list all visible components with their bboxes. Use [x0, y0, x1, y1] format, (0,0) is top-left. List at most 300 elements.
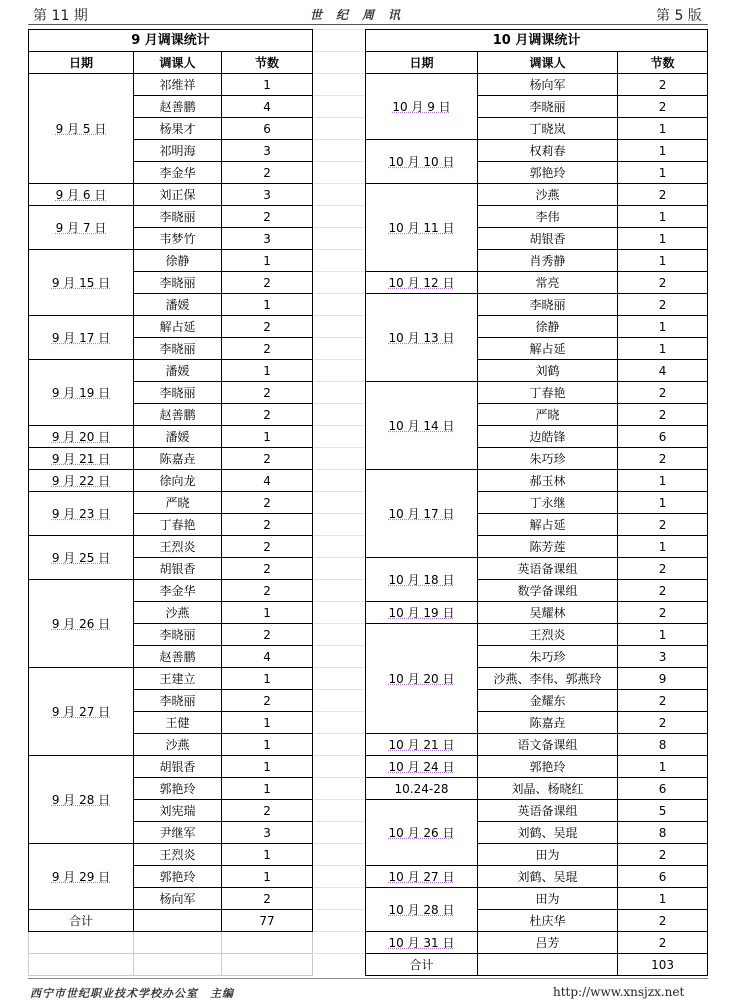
- person-cell: 杨向军: [478, 74, 618, 96]
- person-cell: 沙燕: [478, 184, 618, 206]
- date-text: 10 月 11 日: [388, 220, 455, 235]
- date-cell: [29, 448, 134, 470]
- date-cell: [366, 932, 478, 954]
- grid-line: [314, 425, 364, 426]
- date-cell: [366, 866, 478, 888]
- count-cell: 1: [222, 866, 313, 888]
- person-cell: 金耀东: [478, 690, 618, 712]
- person-cell: 郝玉林: [478, 470, 618, 492]
- blank-cell: [222, 954, 313, 976]
- blank-row: [29, 954, 313, 976]
- total-row: [366, 954, 708, 976]
- table-row: [29, 756, 313, 778]
- date-cell: [29, 206, 134, 250]
- table-row: [29, 426, 313, 448]
- person-cell: 胡银香: [134, 756, 222, 778]
- total-label: 合计: [366, 954, 478, 976]
- date-text: 10 月 14 日: [388, 418, 455, 433]
- date-text: 9 月 23 日: [51, 506, 111, 521]
- grid-line: [314, 161, 364, 162]
- table-row: [366, 140, 708, 162]
- grid-line: [314, 337, 364, 338]
- date-text: 10 月 12 日: [388, 275, 455, 290]
- person-cell: 李晓丽: [134, 338, 222, 360]
- count-cell: 2: [618, 602, 708, 624]
- person-cell: 刘鹤、吴琨: [478, 866, 618, 888]
- person-cell: 韦梦竹: [134, 228, 222, 250]
- date-text: 9 月 17 日: [51, 330, 111, 345]
- count-cell: 2: [222, 206, 313, 228]
- table-row: [366, 470, 708, 492]
- date-cell: [29, 492, 134, 536]
- grid-line: [314, 579, 364, 580]
- date-text: 10 月 13 日: [388, 330, 455, 345]
- person-cell: 刘鹤、吴琨: [478, 822, 618, 844]
- date-text: 10 月 18 日: [388, 572, 455, 587]
- count-cell: 2: [222, 316, 313, 338]
- person-cell: 丁晓岚: [478, 118, 618, 140]
- count-cell: 3: [222, 822, 313, 844]
- count-cell: 4: [222, 646, 313, 668]
- count-cell: 2: [222, 382, 313, 404]
- count-cell: 1: [222, 712, 313, 734]
- count-cell: 5: [618, 800, 708, 822]
- date-cell: [366, 558, 478, 602]
- date-text: 10 月 20 日: [388, 671, 455, 686]
- count-cell: 2: [222, 492, 313, 514]
- count-cell: 8: [618, 734, 708, 756]
- date-text: 9 月 20 日: [51, 429, 111, 444]
- count-cell: 2: [618, 272, 708, 294]
- person-cell: 徐静: [478, 316, 618, 338]
- count-cell: 3: [222, 140, 313, 162]
- table-row: [29, 470, 313, 492]
- table-row: [366, 800, 708, 822]
- count-cell: 1: [618, 536, 708, 558]
- table-row: [366, 184, 708, 206]
- grid-line: [314, 51, 364, 52]
- grid-line: [314, 755, 364, 756]
- date-cell: [366, 800, 478, 866]
- grid-line: [314, 271, 364, 272]
- person-cell: 刘宪瑞: [134, 800, 222, 822]
- person-cell: 解占延: [134, 316, 222, 338]
- person-cell: 数学备课组: [478, 580, 618, 602]
- blank-cell: [134, 954, 222, 976]
- count-cell: 3: [618, 646, 708, 668]
- table-row: [366, 624, 708, 646]
- date-text: 10 月 9 日: [392, 99, 451, 114]
- date-cell: [29, 74, 134, 184]
- person-cell: 尹继军: [134, 822, 222, 844]
- person-cell: 李晓丽: [134, 206, 222, 228]
- person-cell: 徐向龙: [134, 470, 222, 492]
- grid-line: [314, 139, 364, 140]
- person-cell: 李晓丽: [478, 96, 618, 118]
- grid-line: [314, 73, 364, 74]
- person-cell: 田为: [478, 844, 618, 866]
- person-cell: 王建立: [134, 668, 222, 690]
- grid-line: [314, 249, 364, 250]
- table-row: [366, 294, 708, 316]
- column-header: 节数: [222, 52, 313, 74]
- date-cell: 10.24-28: [366, 778, 478, 800]
- table-row: [366, 866, 708, 888]
- count-cell: 2: [618, 712, 708, 734]
- date-cell: [366, 294, 478, 382]
- grid-line: [314, 909, 364, 910]
- count-cell: 2: [618, 404, 708, 426]
- table-row: [29, 668, 313, 690]
- person-cell: 杜庆华: [478, 910, 618, 932]
- date-text: 10 月 10 日: [388, 154, 455, 169]
- column-header: 日期: [366, 52, 478, 74]
- person-cell: 解占延: [478, 514, 618, 536]
- date-text: 9 月 6 日: [55, 187, 107, 202]
- date-text: 10 月 17 日: [388, 506, 455, 521]
- grid-line: [314, 799, 364, 800]
- count-cell: 1: [222, 734, 313, 756]
- date-cell: [29, 668, 134, 756]
- count-cell: 2: [222, 272, 313, 294]
- grid-line: [314, 821, 364, 822]
- blank-cell: [222, 932, 313, 954]
- person-cell: 王烈炎: [478, 624, 618, 646]
- count-cell: 2: [618, 910, 708, 932]
- date-cell: [366, 756, 478, 778]
- person-cell: 潘媛: [134, 360, 222, 382]
- count-cell: 1: [222, 668, 313, 690]
- person-cell: 李金华: [134, 162, 222, 184]
- count-cell: 1: [618, 162, 708, 184]
- table-row: [29, 492, 313, 514]
- person-cell: 祁维祥: [134, 74, 222, 96]
- grid-line: [314, 623, 364, 624]
- count-cell: 6: [222, 118, 313, 140]
- person-cell: 吕芳: [478, 932, 618, 954]
- date-cell: [29, 844, 134, 910]
- person-cell: 权莉春: [478, 140, 618, 162]
- person-cell: 郭艳玲: [134, 778, 222, 800]
- date-cell: [366, 888, 478, 932]
- person-cell: 赵善鹏: [134, 646, 222, 668]
- table-title: 10 月调课统计: [366, 30, 708, 52]
- count-cell: 1: [618, 140, 708, 162]
- count-cell: 2: [618, 294, 708, 316]
- count-cell: 6: [618, 426, 708, 448]
- grid-line: [314, 689, 364, 690]
- person-cell: 郭艳玲: [478, 756, 618, 778]
- grid-line: [314, 117, 364, 118]
- blank-cell: [29, 954, 134, 976]
- person-cell: 丁永继: [478, 492, 618, 514]
- grid-line: [314, 645, 364, 646]
- grid-line: [314, 381, 364, 382]
- date-cell: [29, 536, 134, 580]
- person-cell: 李伟: [478, 206, 618, 228]
- count-cell: 2: [618, 96, 708, 118]
- total-label: 合计: [29, 910, 134, 932]
- title-row: [29, 30, 313, 52]
- person-cell: 英语备课组: [478, 558, 618, 580]
- person-cell: 刘正保: [134, 184, 222, 206]
- count-cell: 2: [618, 514, 708, 536]
- person-cell: 王健: [134, 712, 222, 734]
- date-text: 10 月 26 日: [388, 825, 455, 840]
- table-row: [366, 734, 708, 756]
- count-cell: 6: [618, 866, 708, 888]
- table-row: [366, 382, 708, 404]
- table-row: [29, 844, 313, 866]
- person-cell: 语文备课组: [478, 734, 618, 756]
- table-row: [29, 316, 313, 338]
- person-cell: 刘晶、杨晓红: [478, 778, 618, 800]
- column-header: 调课人: [478, 52, 618, 74]
- date-cell: [29, 316, 134, 360]
- column-header: 日期: [29, 52, 134, 74]
- person-cell: 肖秀静: [478, 250, 618, 272]
- footer-organization: 西宁市世纪职业技术学校办公室 主编: [30, 987, 234, 1000]
- count-cell: 1: [618, 624, 708, 646]
- date-text: 10 月 19 日: [388, 605, 455, 620]
- date-text: 9 月 29 日: [51, 869, 111, 884]
- date-cell: [366, 624, 478, 734]
- issue-number: 第 11 期: [33, 8, 88, 24]
- grid-line: [314, 95, 364, 96]
- person-cell: 田为: [478, 888, 618, 910]
- date-cell: [366, 272, 478, 294]
- count-cell: 6: [618, 778, 708, 800]
- count-cell: 1: [222, 602, 313, 624]
- count-cell: 1: [222, 756, 313, 778]
- date-cell: [29, 250, 134, 316]
- count-cell: 1: [618, 250, 708, 272]
- count-cell: 2: [222, 888, 313, 910]
- october-table: [365, 29, 708, 976]
- count-cell: 1: [618, 228, 708, 250]
- count-cell: 2: [222, 580, 313, 602]
- total-empty: [478, 954, 618, 976]
- count-cell: 3: [222, 184, 313, 206]
- count-cell: 1: [618, 316, 708, 338]
- date-cell: [366, 74, 478, 140]
- grid-line: [314, 865, 364, 866]
- total-row: [29, 910, 313, 932]
- count-cell: 1: [618, 756, 708, 778]
- person-cell: 沙燕: [134, 602, 222, 624]
- header-row: [29, 52, 313, 74]
- person-cell: 王烈炎: [134, 536, 222, 558]
- person-cell: 李晓丽: [134, 624, 222, 646]
- grid-line: [314, 205, 364, 206]
- count-cell: 2: [618, 74, 708, 96]
- grid-line: [314, 733, 364, 734]
- table-row: [29, 250, 313, 272]
- person-cell: 陈嘉垚: [134, 448, 222, 470]
- count-cell: 2: [618, 580, 708, 602]
- count-cell: 1: [618, 338, 708, 360]
- count-cell: 2: [222, 536, 313, 558]
- count-cell: 2: [618, 690, 708, 712]
- person-cell: 常亮: [478, 272, 618, 294]
- count-cell: 2: [222, 162, 313, 184]
- person-cell: 李晓丽: [134, 382, 222, 404]
- count-cell: 4: [222, 470, 313, 492]
- person-cell: 胡银香: [478, 228, 618, 250]
- grid-line: [314, 931, 364, 932]
- count-cell: 1: [222, 360, 313, 382]
- count-cell: 2: [222, 338, 313, 360]
- blank-row: [29, 932, 313, 954]
- count-cell: 2: [618, 932, 708, 954]
- total-value: 77: [222, 910, 313, 932]
- person-cell: 潘媛: [134, 294, 222, 316]
- date-text: 9 月 28 日: [51, 792, 111, 807]
- count-cell: 1: [222, 426, 313, 448]
- count-cell: 2: [618, 184, 708, 206]
- table-row: [29, 360, 313, 382]
- person-cell: 刘鹤: [478, 360, 618, 382]
- table-row: [29, 184, 313, 206]
- person-cell: 英语备课组: [478, 800, 618, 822]
- header-row: [366, 52, 708, 74]
- person-cell: 沙燕: [134, 734, 222, 756]
- count-cell: 1: [222, 778, 313, 800]
- person-cell: 杨向军: [134, 888, 222, 910]
- count-cell: 2: [222, 448, 313, 470]
- date-text: 10 月 24 日: [388, 759, 455, 774]
- person-cell: 丁春艳: [134, 514, 222, 536]
- date-cell: [29, 470, 134, 492]
- table-row: [366, 272, 708, 294]
- grid-line: [314, 491, 364, 492]
- person-cell: 解占延: [478, 338, 618, 360]
- person-cell: 陈嘉垚: [478, 712, 618, 734]
- newsletter-name: 世纪周讯: [310, 8, 415, 22]
- count-cell: 1: [222, 844, 313, 866]
- column-header: 调课人: [134, 52, 222, 74]
- date-text: 9 月 22 日: [51, 473, 111, 488]
- date-cell: [29, 426, 134, 448]
- count-cell: 1: [222, 74, 313, 96]
- date-cell: [366, 382, 478, 470]
- date-cell: [366, 470, 478, 558]
- date-text: 9 月 21 日: [51, 451, 111, 466]
- date-text: 10 月 21 日: [388, 737, 455, 752]
- page-number: 第 5 版: [656, 8, 702, 24]
- count-cell: 2: [222, 690, 313, 712]
- person-cell: 郭艳玲: [134, 866, 222, 888]
- person-cell: 祁明海: [134, 140, 222, 162]
- total-value: 103: [618, 954, 708, 976]
- count-cell: 8: [618, 822, 708, 844]
- person-cell: 朱巧珍: [478, 646, 618, 668]
- count-cell: 2: [618, 558, 708, 580]
- person-cell: 朱巧珍: [478, 448, 618, 470]
- count-cell: 2: [222, 558, 313, 580]
- date-cell: [366, 184, 478, 272]
- table-row: [29, 74, 313, 96]
- person-cell: 边皓锋: [478, 426, 618, 448]
- person-cell: 陈芳莲: [478, 536, 618, 558]
- grid-line: [314, 359, 364, 360]
- date-text: 9 月 15 日: [51, 275, 111, 290]
- september-table: [28, 29, 313, 976]
- table-row: [366, 602, 708, 624]
- date-text: 9 月 27 日: [51, 704, 111, 719]
- blank-cell: [29, 932, 134, 954]
- footer-url[interactable]: http://www.xnsjzx.net: [553, 985, 685, 999]
- person-cell: 严晓: [478, 404, 618, 426]
- count-cell: 2: [222, 514, 313, 536]
- table-row: [366, 74, 708, 96]
- count-cell: 2: [222, 404, 313, 426]
- count-cell: 1: [618, 888, 708, 910]
- grid-line: [314, 227, 364, 228]
- date-text: 9 月 25 日: [51, 550, 111, 565]
- date-text: 10 月 31 日: [388, 935, 455, 950]
- count-cell: 1: [222, 294, 313, 316]
- blank-cell: [134, 932, 222, 954]
- count-cell: 2: [222, 800, 313, 822]
- count-cell: 1: [222, 250, 313, 272]
- grid-line: [314, 403, 364, 404]
- person-cell: 赵善鹏: [134, 404, 222, 426]
- column-header: 节数: [618, 52, 708, 74]
- person-cell: 严晓: [134, 492, 222, 514]
- date-text: 9 月 7 日: [55, 220, 107, 235]
- grid-line: [314, 667, 364, 668]
- grid-line: [314, 469, 364, 470]
- person-cell: 胡银香: [134, 558, 222, 580]
- count-cell: 1: [618, 492, 708, 514]
- grid-line: [314, 293, 364, 294]
- grid-line: [314, 29, 364, 30]
- count-cell: 2: [618, 382, 708, 404]
- count-cell: 2: [222, 624, 313, 646]
- person-cell: 李晓丽: [134, 272, 222, 294]
- grid-line: [314, 535, 364, 536]
- person-cell: 李晓丽: [478, 294, 618, 316]
- table-row: [366, 932, 708, 954]
- count-cell: 9: [618, 668, 708, 690]
- table-row: [29, 580, 313, 602]
- grid-line: [314, 447, 364, 448]
- count-cell: 2: [618, 448, 708, 470]
- date-cell: [366, 140, 478, 184]
- date-cell: [29, 756, 134, 844]
- date-cell: [366, 734, 478, 756]
- table-row: [29, 536, 313, 558]
- grid-line: [314, 183, 364, 184]
- person-cell: 沙燕、李伟、郭燕玲: [478, 668, 618, 690]
- page-footer: [0, 978, 732, 1005]
- date-text: 9 月 19 日: [51, 385, 111, 400]
- grid-line: [314, 843, 364, 844]
- total-empty: [134, 910, 222, 932]
- footer-rule: [28, 978, 708, 979]
- page-header: [0, 0, 732, 26]
- person-cell: 郭艳玲: [478, 162, 618, 184]
- title-row: [366, 30, 708, 52]
- grid-line: [314, 777, 364, 778]
- count-cell: 4: [618, 360, 708, 382]
- date-cell: [366, 602, 478, 624]
- grid-line: [314, 711, 364, 712]
- grid-line: [314, 315, 364, 316]
- count-cell: 2: [618, 844, 708, 866]
- table-row: [29, 206, 313, 228]
